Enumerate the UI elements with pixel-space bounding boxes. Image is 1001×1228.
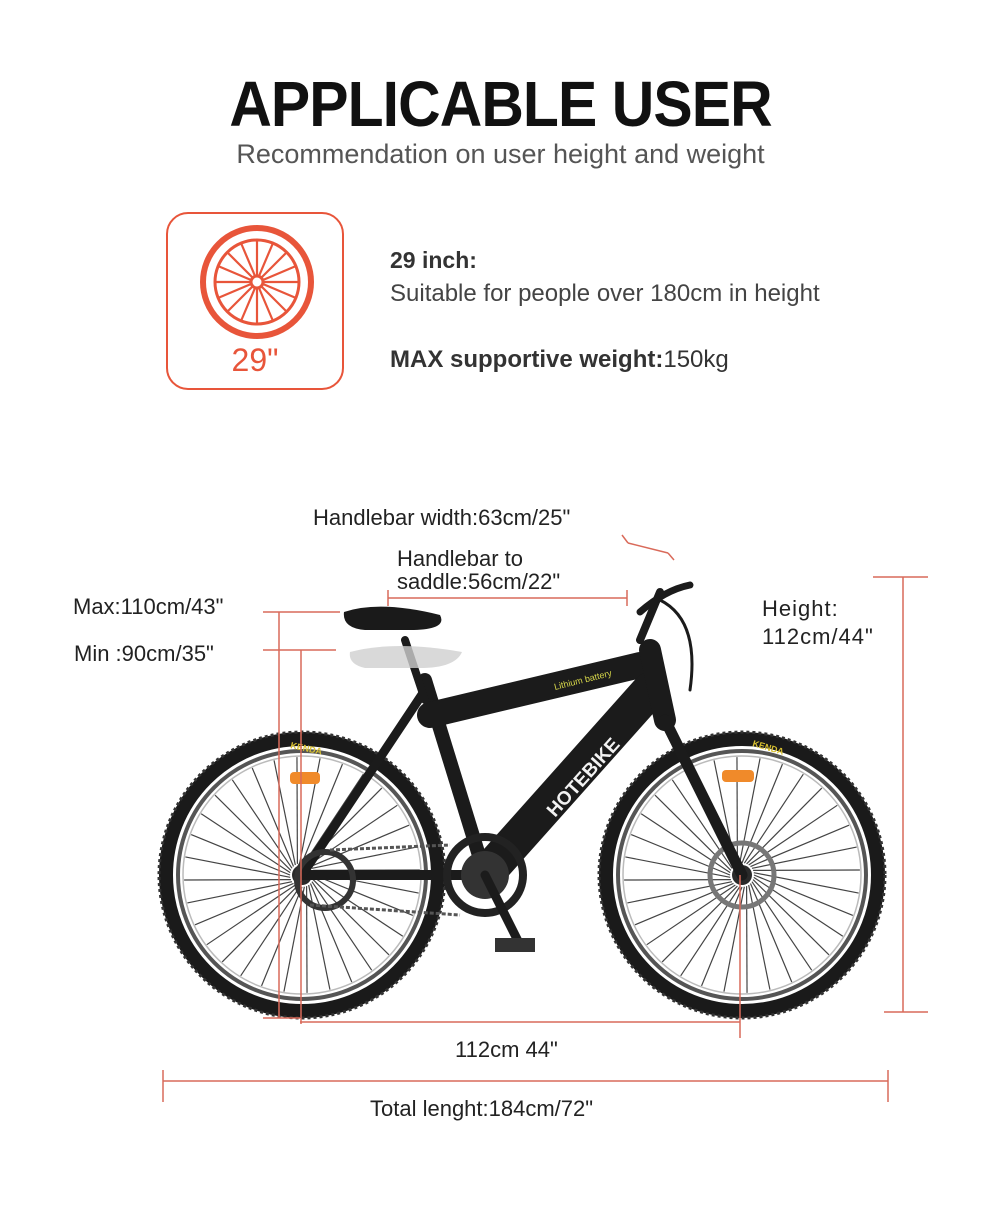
wheel-spoke xyxy=(309,885,330,990)
rear-tire-brand: KENDA xyxy=(289,740,323,757)
spec-weight-value: 150kg xyxy=(663,346,729,373)
saddle-max-label: Max:110cm/43" xyxy=(73,594,224,619)
wheelbase-label: 112cm 44" xyxy=(455,1037,558,1062)
height-label-1: Height: xyxy=(762,596,839,621)
bike-brand-text: HOTEBIKE xyxy=(543,734,625,822)
wheel-spoke xyxy=(744,774,803,863)
total-length-label: Total lenght:184cm/72" xyxy=(370,1096,594,1121)
height-label-2: 112cm/44" xyxy=(762,624,874,649)
saddle-min-label: Min :90cm/35" xyxy=(74,641,214,666)
wheel-spoke xyxy=(187,882,292,903)
wheel-spoke xyxy=(185,857,290,877)
handlebar-to-saddle-label-1: Handlebar to xyxy=(397,546,523,571)
page-title: APPLICABLE USER xyxy=(229,68,772,140)
wheel-spoke xyxy=(241,887,300,976)
page-subtitle: Recommendation on user height and weight xyxy=(236,139,765,169)
handlebar-width-line xyxy=(628,543,668,553)
wheel-spoke xyxy=(201,814,290,873)
spec-weight-label: MAX supportive weight: xyxy=(390,346,664,373)
wheel-size-label: 29" xyxy=(231,342,279,378)
bike-battery-text: Lithium battery xyxy=(553,667,613,692)
spec-height-text: Suitable for people over 180cm in height xyxy=(390,280,820,307)
spec-heading: 29 inch: xyxy=(390,247,477,273)
wheel-spoke xyxy=(681,887,740,976)
front-tire-brand: KENDA xyxy=(751,738,785,757)
handlebar-width-label: Handlebar width:63cm/25" xyxy=(313,505,571,530)
handlebar-to-saddle-label-2: saddle:56cm/22" xyxy=(397,569,561,594)
wheel-spoke xyxy=(754,877,843,936)
